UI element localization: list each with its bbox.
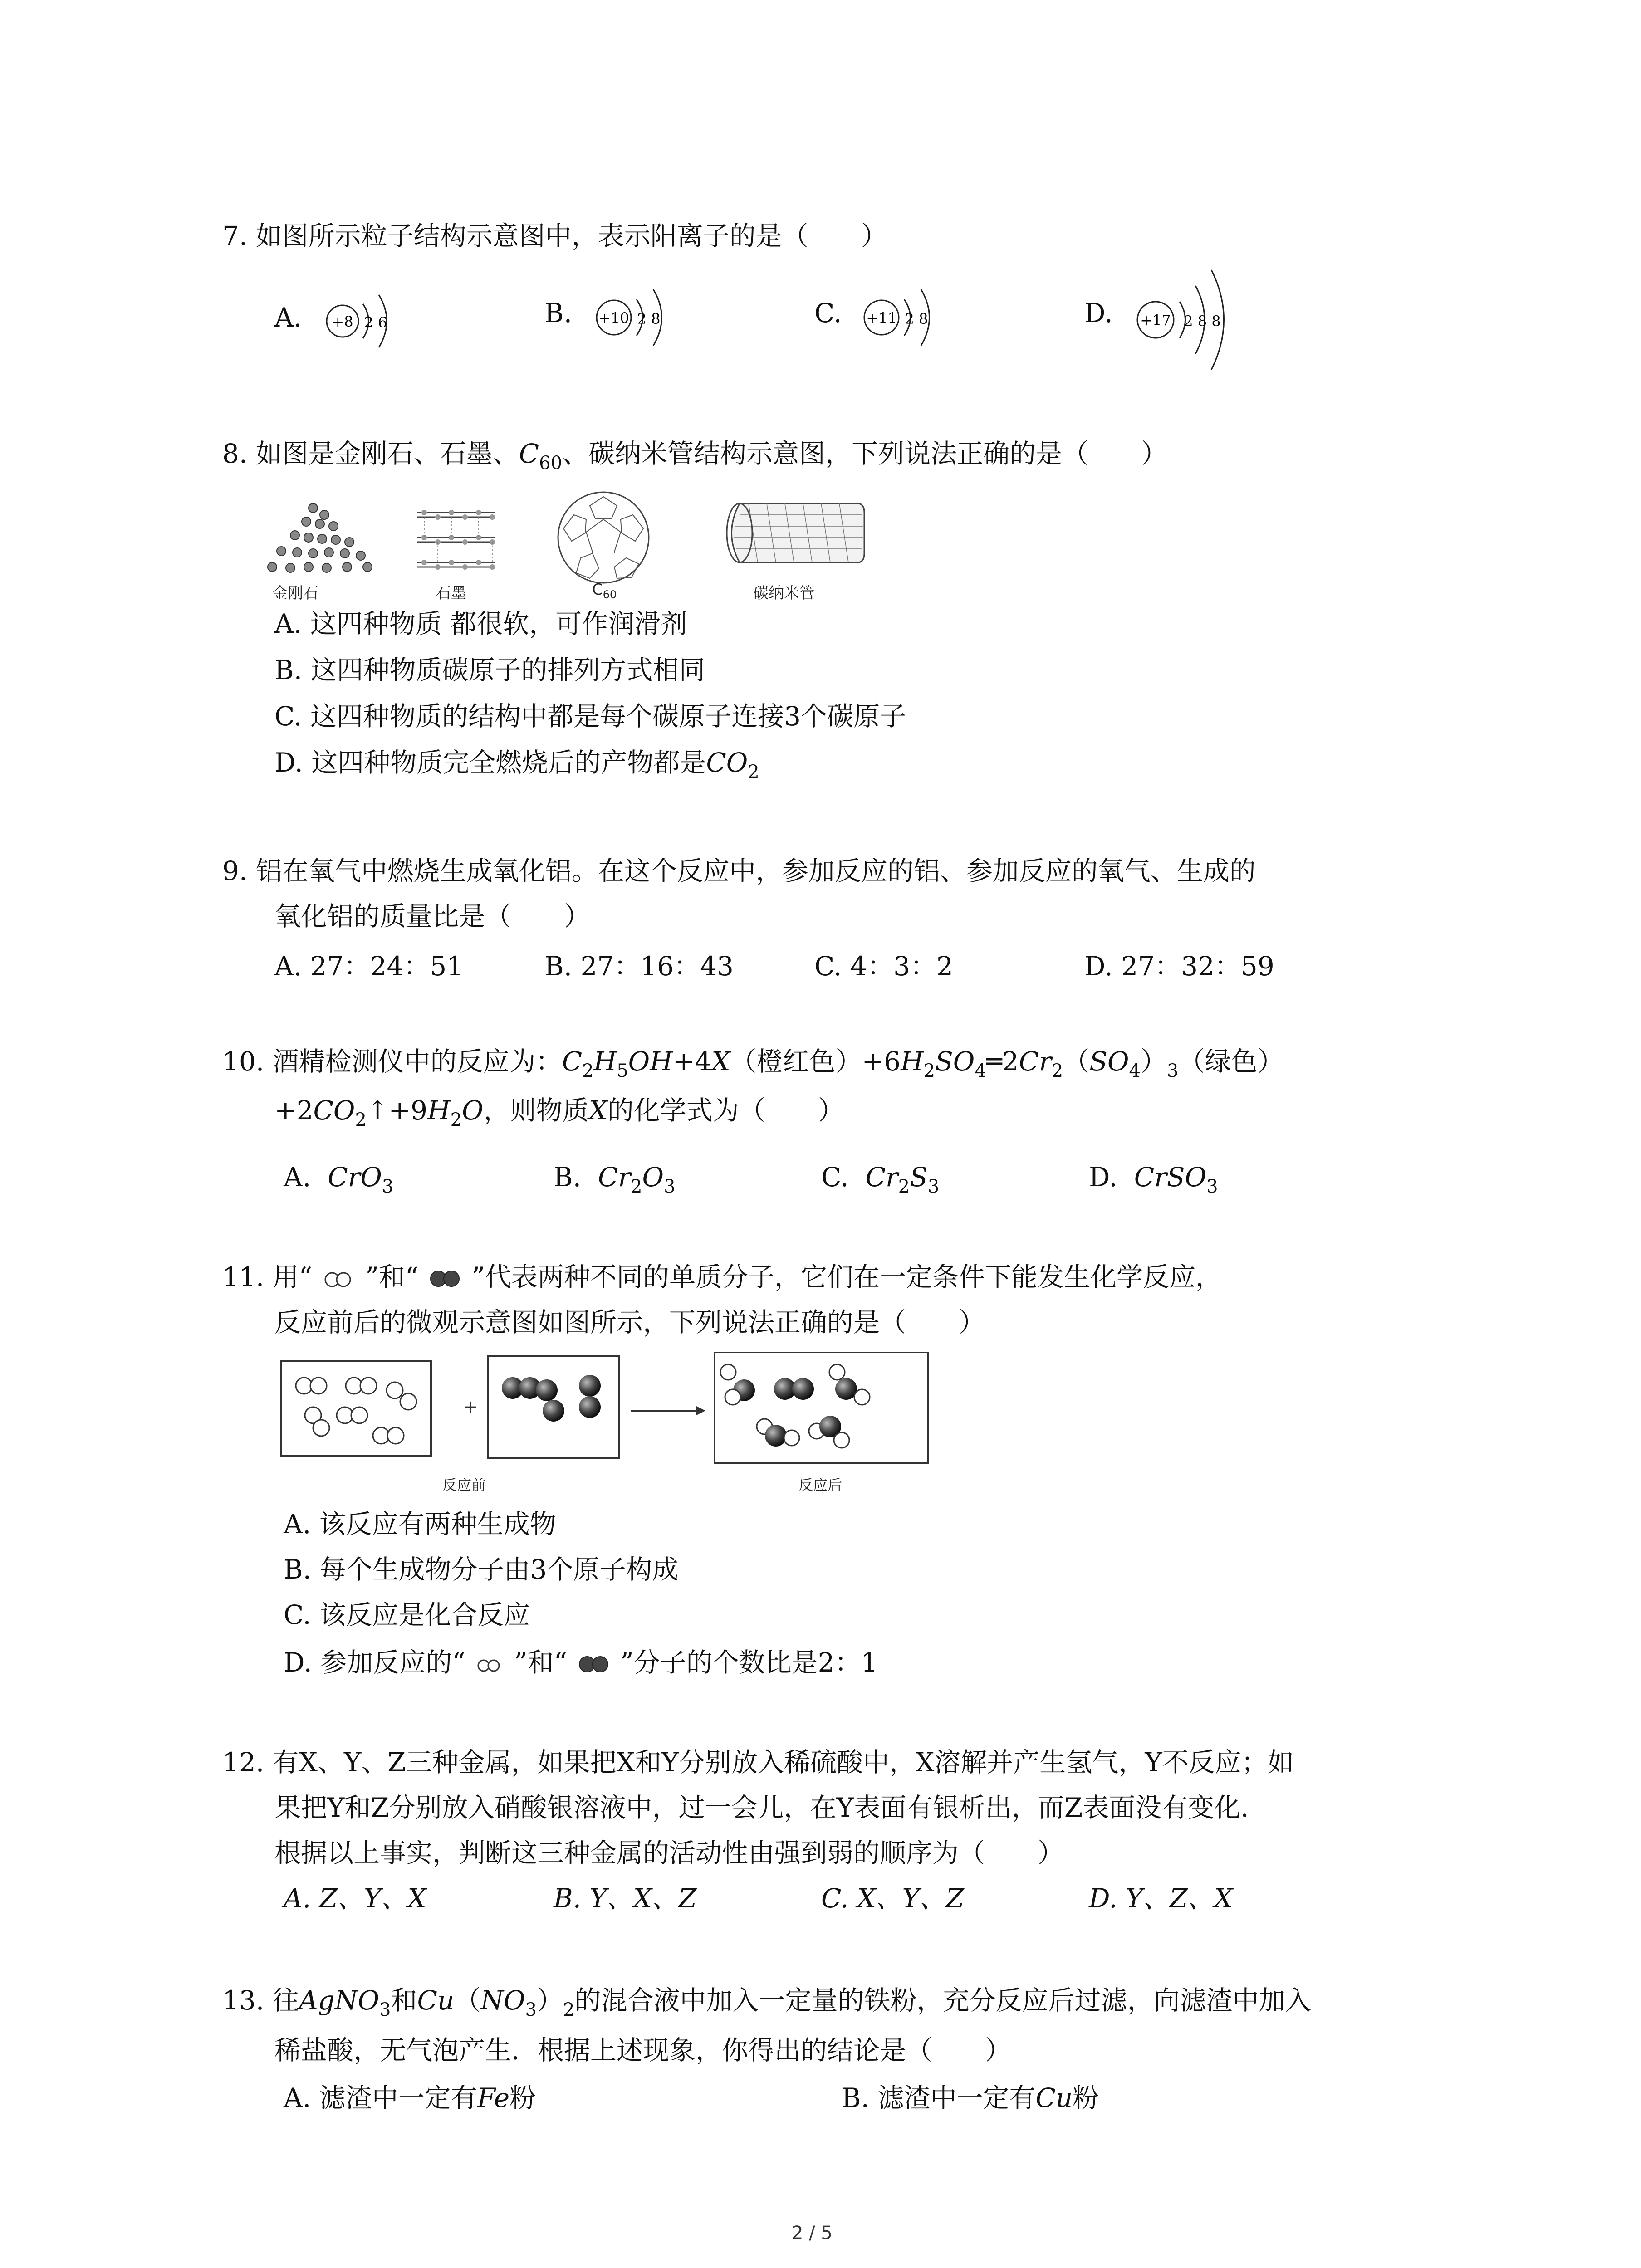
q13-option-a: A. 滤渣中一定有Fe粉 — [284, 2082, 536, 2113]
plus-sign: + — [463, 1397, 478, 1418]
q8-option-c: C. 这四种物质的结构中都是每个碳原子连接3个碳原子 — [274, 701, 906, 732]
q12-stem-line2: 果把Y和Z分别放入硝酸银溶液中，过一会儿，在Y表面有银析出，而Z表面没有变化. — [274, 1792, 1249, 1823]
q7-option-b-letter: B. — [544, 298, 573, 328]
caption-before: 反应前 — [442, 1476, 486, 1494]
nucleus-c: +11 — [866, 309, 897, 327]
caption-after: 反应后 — [798, 1476, 843, 1494]
q7-stem: 7. 如图所示粒子结构示意图中，表示阳离子的是（ ） — [222, 220, 887, 251]
q8-option-b: B. 这四种物质碳原子的排列方式相同 — [274, 655, 705, 685]
q7-option-b-atom-diagram — [588, 286, 687, 354]
q10-stem-line1: 10. 酒精检测仪中的反应为：$C_2H_5OH+4X$（橙红色）$+6H_2SO_4═2Cr_2(SO_4)_3$（绿色） — [222, 1046, 1284, 1081]
q11-stem-line1: 11. 用“ ”和“ ”代表两种不同的单质分子，它们在一定条件下能发生化学反应， — [222, 1261, 1222, 1292]
white-molecule-icon-small — [474, 1658, 505, 1673]
q9-stem-line1: 9. 铝在氧气中燃烧生成氧化铝。在这个反应中，参加反应的铝、参加反应的氧气、生成的 — [222, 855, 1256, 886]
shells-a: 2 6 — [364, 314, 387, 331]
q12-stem-line3: 根据以上事实，判断这三种金属的活动性由强到弱的顺序为（ ） — [274, 1838, 1064, 1868]
q9-option-a: A. 27：24：51 — [274, 951, 464, 982]
q9-option-c: C. 4：3：2 — [814, 951, 953, 982]
q12-option-d: D. Y、Z、X — [1089, 1883, 1233, 1914]
q13-stem-line1: 13. 往AgNO$_3$和$Cu(NO_3)_2$的混合液中加入一定量的铁粉，充分反应后过滤，向滤渣中加入 — [222, 1985, 1312, 2020]
q12-option-b: B. Y、X、Z — [554, 1883, 697, 1914]
q13-stem-line2: 稀盐酸，无气泡产生．根据上述现象，你得出的结论是（ ） — [274, 2035, 1012, 2066]
white-molecule-icon — [321, 1271, 357, 1289]
q7-option-d-letter: D. — [1084, 298, 1113, 328]
carbon-nanotube-figure — [721, 494, 867, 576]
q11-option-d: D. 参加反应的“ ”和“ ”分子的个数比是2：1 — [284, 1647, 878, 1678]
graphite-structure-figure — [411, 494, 501, 585]
diamond-structure-figure — [263, 499, 381, 581]
q7-option-c-atom-diagram — [855, 286, 955, 354]
q9-option-d: D. 27：32：59 — [1084, 951, 1274, 982]
c60-structure-figure — [554, 488, 653, 587]
q8-option-d: D. 这四种物质完全燃烧后的产物都是$CO_2$ — [274, 747, 759, 782]
q7-option-d-atom-diagram — [1127, 261, 1245, 379]
shells-b: 2 8 — [637, 310, 661, 327]
caption-c60: $C_{60}$ — [592, 581, 617, 601]
q12-option-c: C. X、Y、Z — [821, 1883, 965, 1914]
q8-option-a: A. 这四种物质 都很软，可作润滑剂 — [274, 608, 687, 639]
q11-stem-line2: 反应前后的微观示意图如图所示，下列说法正确的是（ ） — [274, 1307, 985, 1338]
shells-d: 2 8 8 — [1184, 313, 1221, 330]
black-molecule-icon-small — [576, 1654, 612, 1674]
page-number: 2 / 5 — [792, 2223, 833, 2244]
q12-option-a: A. Z、Y、X — [284, 1883, 426, 1914]
reaction-diagram — [272, 1352, 944, 1501]
nucleus-a: +8 — [332, 313, 353, 330]
q12-stem-line1: 12. 有X、Y、Z三种金属，如果把X和Y分别放入稀硫酸中，X溶解并产生氢气，Y不反应；如 — [222, 1747, 1294, 1778]
q10-stem-line2: $+2CO_2↑+9H_2O$，则物质X的化学式为（ ） — [274, 1095, 844, 1130]
q7-option-a-letter: A. — [274, 302, 302, 333]
caption-diamond: 金刚石 — [272, 584, 318, 602]
q7-option-a-atom-diagram — [318, 290, 408, 358]
q10-option-d: D. CrSO$_3$ — [1089, 1162, 1218, 1197]
black-molecule-icon — [427, 1269, 463, 1289]
nucleus-b: +10 — [598, 309, 629, 327]
nucleus-d: +17 — [1140, 312, 1171, 329]
q9-stem-line2: 氧化铝的质量比是（ ） — [274, 901, 591, 932]
q9-option-b: B. 27：16：43 — [544, 951, 734, 982]
q11-option-a: A. 该反应有两种生成物 — [284, 1509, 556, 1540]
caption-graphite: 石墨 — [436, 584, 466, 602]
q11-option-b: B. 每个生成物分子由3个原子构成 — [284, 1554, 679, 1585]
q8-stem: 8. 如图是金刚石、石墨、$C_{60}$、碳纳米管结构示意图，下列说法正确的是（ ） — [222, 438, 1168, 474]
q7-option-c-letter: C. — [814, 298, 842, 328]
caption-nanotube: 碳纳米管 — [753, 584, 815, 602]
shells-c: 2 8 — [905, 310, 928, 327]
q13-option-b: B. 滤渣中一定有Cu粉 — [842, 2082, 1099, 2113]
q10-option-c: C. $Cr_2S_3$ — [821, 1162, 940, 1197]
q11-option-c: C. 该反应是化合反应 — [284, 1599, 530, 1630]
q10-option-a: A. CrO$_3$ — [284, 1162, 394, 1197]
q10-option-b: B. $Cr_2O_3$ — [554, 1162, 676, 1197]
